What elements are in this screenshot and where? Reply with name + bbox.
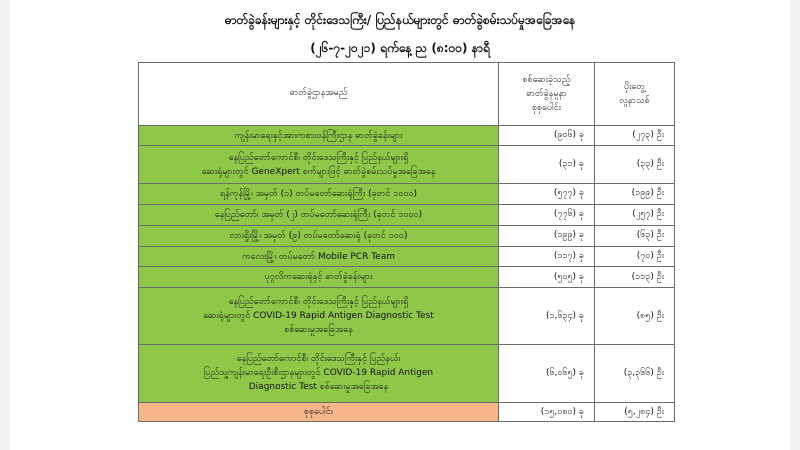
tested-cell: (၁,၆၃၄) ခု <box>499 288 595 344</box>
positive-cell: (၇၀) ဦး <box>595 246 675 267</box>
table-row <box>139 204 675 225</box>
lab-name-line: ကလေးမြို့၊ တပ်မတော် Mobile PCR Team <box>242 251 395 262</box>
lab-name-line: ပြည်သူ့ကျန်းမာရေးဦးစီးဌာနများတွင် COVID-19 Rapid Antigen <box>203 368 434 379</box>
tested-cell: (၉၀၆) ခု <box>499 125 595 146</box>
header-tested-line: စုစုပေါင်း <box>532 102 561 113</box>
header-positive-line: လူနာသစ် <box>619 95 650 106</box>
tested-cell: (၅၇၇) ခု <box>499 184 595 205</box>
page-title: ဓာတ်ခွဲခန်းများနှင့် တိုင်းဒေသကြီး/ ပြည်နယ်များတွင် ဓာတ်ခွဲစမ်းသပ်မှုအခြေအနေ <box>224 13 576 27</box>
header-tested-line: စစ်ဆေးခဲ့သည့် <box>522 74 571 85</box>
tested-cell: (၁၁၇) ခု <box>499 246 595 267</box>
table-header-row <box>139 63 675 126</box>
lab-name-line: ပုဂ္ဂလိကဆေးရုံနှင့် ဓာတ်ခွဲခန်းများ <box>264 272 373 283</box>
table-row <box>139 146 675 184</box>
lab-name-line: နေပြည်တော်ကောင်စီ၊ တိုင်းဒေသကြီးနှင့် ပြည်နယ်၊ <box>236 354 401 365</box>
right-frame <box>790 0 800 450</box>
header-positive <box>595 63 675 126</box>
tested-cell: (၃၁) ခု <box>499 146 595 184</box>
positive-cell: (၁၁၃) ဦး <box>595 267 675 288</box>
table-row <box>139 267 675 288</box>
lab-name-cell <box>139 204 499 225</box>
positive-cell: (၂၇၃) ဦး <box>595 125 675 146</box>
positive-cell: (၃,၃၆၆) ဦး <box>595 344 675 402</box>
header-tested <box>499 63 595 126</box>
lab-name-line: Diagnostic Test စစ်ဆေးမှုအခြေအနေ <box>248 382 389 393</box>
table-row <box>139 184 675 205</box>
positive-cell: (၆၃) ဦး <box>595 225 675 246</box>
lab-name-line: ကျန်းမာရေးနှင့်အားကစားဝန်ကြီးဌာန ဓာတ်ခွဲခန်းများ <box>234 130 403 141</box>
page-subtitle-date: (၂၆-၇-၂၀၂၁) ရက်နေ့ ည (၈:၀၀) နာရီ <box>310 41 490 55</box>
header-lab-name: ဓာတ်ခွဲဌာနအမည် <box>139 63 499 126</box>
positive-cell: (၃၃) ဦး <box>595 146 675 184</box>
lab-name-line: နေပြည်တော်၊ အမှတ် (၂) တပ်မတော်ဆေးရုံကြီး (ခုတင် ၁၀၀၀) <box>214 209 423 220</box>
lab-name-line: နေပြည်တော်ကောင်စီ၊ တိုင်းဒေသကြီးနှင့် ပြည်နယ်များရှိ <box>228 297 409 307</box>
testing-table <box>138 62 675 422</box>
positive-cell: (၂၅၇) ဦး <box>595 204 675 225</box>
lab-name-cell <box>139 267 499 288</box>
tested-cell: (၆,၀၆၅) ခု <box>499 344 595 402</box>
lab-name-line: စစ်ဆေးမှုအခြေအနေ <box>284 325 353 335</box>
lab-name-line: နေပြည်တော်ကောင်စီ၊ တိုင်းဒေသကြီးနှင့် ပြည်နယ်များရှိ <box>228 152 409 163</box>
lab-name-line: ဆေးရုံများတွင် GeneXpert စက်များဖြင့် ဓာတ်ခွဲစမ်းသပ်မှုအခြေအနေ <box>201 166 436 177</box>
tested-cell: (၅၀၅) ခု <box>499 267 595 288</box>
positive-cell: (၈၅) ဦး <box>595 288 675 344</box>
header-positive-line: ပိုးတွေ့ <box>623 81 646 92</box>
lab-name-line: ဆေးရုံများတွင် COVID-19 Rapid Antigen Diagnostic Test <box>203 311 434 321</box>
total-positive: (၅,၂၈၄) ဦး <box>595 403 675 422</box>
tested-cell: (၁၉၉) ခု <box>499 225 595 246</box>
table-row <box>139 225 675 246</box>
lab-name-cell <box>139 225 499 246</box>
lab-name-cell <box>139 125 499 146</box>
lab-name-line: ရန်ကုန်မြို့၊ အမှတ် (၁) တပ်မတော်ဆေးရုံကြီး (ခုတင် ၁၀၀၀) <box>219 188 418 199</box>
lab-name-cell <box>139 288 499 344</box>
lab-name-cell <box>139 146 499 184</box>
lab-name-line: လားရှိုးမြို့၊ အမှတ် (၉) တပ်မတော်ဆေးရုံ (ခုတင် ၁၀၀) <box>229 230 408 241</box>
table-row <box>139 246 675 267</box>
tested-cell: (၇၇၆) ခု <box>499 204 595 225</box>
total-row <box>139 403 675 422</box>
lab-name-cell <box>139 344 499 402</box>
table-row <box>139 288 675 344</box>
positive-cell: (၁၉၉) ဦး <box>595 184 675 205</box>
lab-name-cell <box>139 184 499 205</box>
lab-name-cell <box>139 246 499 267</box>
table-row <box>139 125 675 146</box>
left-frame <box>0 0 10 450</box>
total-label: စုစုပေါင်း <box>139 403 499 422</box>
header-tested-line: ဓာတ်ခွဲနမူနာ <box>526 88 567 99</box>
table-row <box>139 344 675 402</box>
total-tested: (၁၅,၀၈၀) ခု <box>499 403 595 422</box>
